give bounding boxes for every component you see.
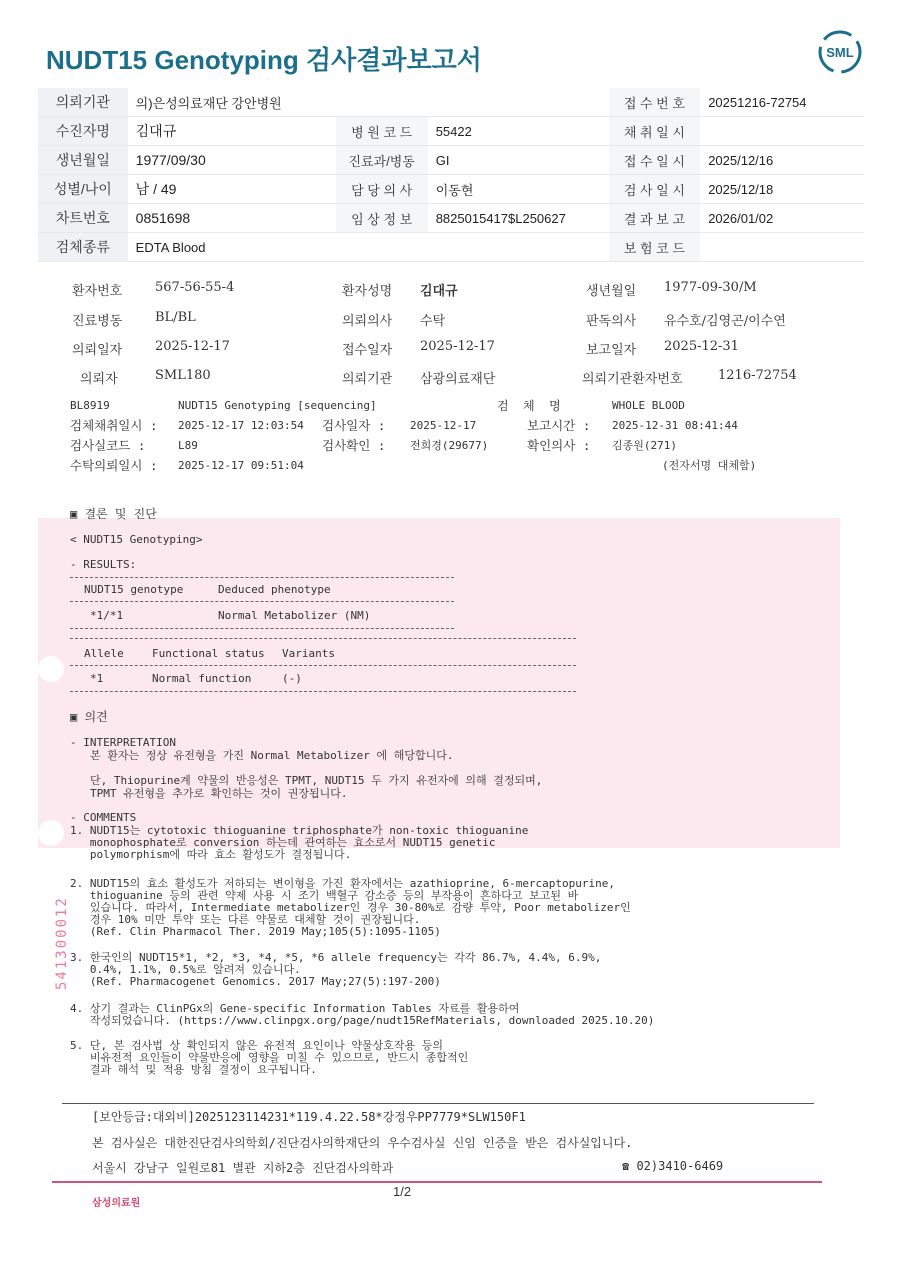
comment-line: 3. 한국인의 NUDT15*1, *2, *3, *4, *5, *6 allele frequency는 각각 86.7%, 4.4%, 6.9%, [70, 951, 602, 964]
header-label: 채 취 일 시 [609, 117, 701, 146]
header-value: EDTA Blood [128, 233, 336, 262]
results-heading: ▣ 결론 및 진단 [70, 507, 157, 521]
header-value: 남 / 49 [128, 175, 336, 204]
header-value: 0851698 [128, 204, 336, 233]
page-number: 1/2 [393, 1184, 412, 1199]
header-value: 1977/09/30 [128, 146, 336, 175]
header-label: 결 과 보 고 [609, 204, 701, 233]
header-label: 차트번호 [38, 204, 128, 233]
comment-line: 5. 단, 본 검사법 상 확인되지 않은 유전적 요인이나 약물상호작용 등의 [70, 1039, 443, 1052]
sml-logo [818, 30, 862, 74]
comment-line: monophosphate로 conversion 하는데 관여하는 효소로서 NUDT15 genetic [70, 836, 496, 849]
header-info-table [38, 88, 864, 262]
hospital-name: 삼성의료원 [92, 1198, 141, 1209]
header-value: 8825015417$L250627 [428, 204, 609, 233]
comment-line: 1. NUDT15는 cytotoxic thioguanine triphosphate가 non-toxic thioguanine [70, 824, 529, 837]
header-value [428, 233, 609, 262]
header-label: 보 험 코 드 [609, 233, 701, 262]
header-label: 성별/나이 [38, 175, 128, 204]
comment-line: (Ref. Clin Pharmacol Ther. 2019 May;105(5):1095-1105) [70, 925, 441, 938]
header-label: 진료과/병동 [336, 146, 428, 175]
header-label: 검 사 일 시 [609, 175, 701, 204]
header-value: 의)은성의료재단 강안병원 [128, 88, 336, 117]
header-label: 접 수 일 시 [609, 146, 701, 175]
comment-line: 2. NUDT15의 효소 활성도가 저하되는 변이형을 가진 환자에서는 azathioprine, 6-mercaptopurine, [70, 877, 616, 890]
header-row [38, 146, 864, 175]
header-value [700, 117, 864, 146]
header-label: 수진자명 [38, 117, 128, 146]
header-row [38, 88, 864, 117]
header-row [38, 117, 864, 146]
header-value: 2025/12/18 [700, 175, 864, 204]
report-title: NUDT15 Genotyping 검사결과보고서 [46, 45, 482, 75]
comment-line: 4. 상기 결과는 ClinPGx의 Gene-specific Information Tables 자료를 활용하여 [70, 1002, 520, 1015]
svg-text:SML: SML [826, 45, 854, 60]
header-label: 병 원 코 드 [336, 117, 428, 146]
binder-hole [38, 492, 64, 518]
comment-line: 결과 해석 및 적용 방침 결정이 요구됩니다. [70, 1063, 317, 1076]
header-value: 2025/12/16 [700, 146, 864, 175]
header-label [336, 233, 428, 262]
header-label: 임 상 정 보 [336, 204, 428, 233]
header-value: GI [428, 146, 609, 175]
header-value: 이동현 [428, 175, 609, 204]
header-label: 의뢰기관 [38, 88, 128, 117]
header-label: 담 당 의 사 [336, 175, 428, 204]
header-label: 검체종류 [38, 233, 128, 262]
header-label: 접 수 번 호 [609, 88, 701, 117]
comment-line: thioguanine 등의 관련 약제 사용 시 조기 백혈구 감소증 등의 부작용이 흔하다고 보고된 바 [70, 889, 579, 902]
serial-stamp: 541300012 [54, 896, 70, 990]
comment-line: 경우 10% 미만 투약 또는 다른 약물로 대체할 것이 권장됩니다. [70, 913, 421, 926]
comment-line: 있습니다. 따라서, Intermediate metabolizer인 경우 30-80%로 감량 투약, Poor metabolizer인 [70, 901, 631, 914]
header-value [428, 88, 609, 117]
opinion-heading: ▣ 의견 [70, 710, 108, 724]
comment-line: 작성되었습니다. (https://www.clinpgx.org/page/nudt15RefMaterials, downloaded 2025.10.20) [70, 1014, 655, 1027]
header-label: 생년월일 [38, 146, 128, 175]
comment-line: 0.4%, 1.1%, 0.5%로 알려져 있습니다. [70, 963, 301, 976]
header-label [336, 88, 428, 117]
binder-hole [38, 820, 64, 846]
header-value [700, 233, 864, 262]
header-value: 55422 [428, 117, 609, 146]
header-row [38, 233, 864, 262]
comment-line: polymorphism에 따라 효소 활성도가 결정됩니다. [70, 848, 352, 861]
header-value: 20251216-72754 [700, 88, 864, 117]
comment-line: (Ref. Pharmacogenet Genomics. 2017 May;27(5):197-200) [70, 975, 441, 988]
header-value: 김대규 [128, 117, 336, 146]
header-row [38, 175, 864, 204]
comment-line: 비유전적 요인들이 약물반응에 영향을 미칠 수 있으므로, 반드시 종합적인 [70, 1051, 469, 1064]
binder-hole [38, 656, 64, 682]
header-row [38, 204, 864, 233]
header-value: 2026/01/02 [700, 204, 864, 233]
